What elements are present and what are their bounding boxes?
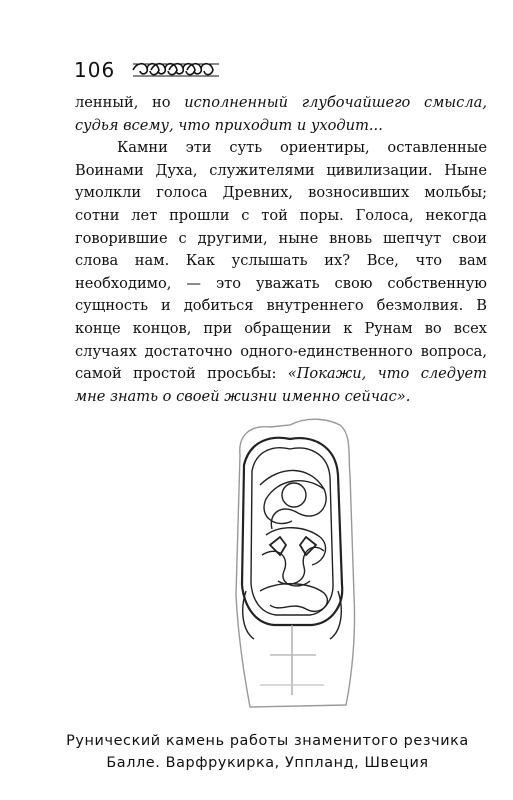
paragraph — [75, 137, 487, 408]
rune-stone-drawing — [220, 395, 368, 720]
rune-stone-illustration — [220, 395, 368, 720]
page-header — [74, 58, 221, 82]
figure-caption — [40, 730, 495, 774]
header-ornament-icon — [131, 60, 221, 80]
italic-fragment: исполненный глубочайшего смысла, судья всему, что приходит и уходит... — [75, 94, 487, 134]
page-number: 106 — [74, 58, 116, 82]
body-text — [75, 92, 487, 408]
text-fragment: ленный, но — [75, 94, 185, 111]
quote-text: «Покажи, что следует мне знать о своей жизни именно сейчас». — [75, 365, 487, 405]
paragraph-text: Камни эти суть ориентиры, оставленные Воинами Духа, служителями цивилизации. Ныне умолкли голоса Древних, возносивших мольбы; сотни лет прошли с той поры. Голоса, некогда говорившие с другими, ныне вновь шепчут свои слова нам. Как услышать их? Все, что вам необходимо, — это уважать свою собственную сущность и добиться внутреннего безмолвия. В конце концов, при обращении к Рунам во всех случаях достаточно одного-единственного вопроса, самой простой просьбы: — [75, 139, 487, 383]
caption-line: Балле. Варфрукирка, Уппланд, Швеция — [106, 755, 429, 771]
caption-line: Рунический камень работы знаменитого резчика — [66, 733, 469, 749]
paragraph-continued — [75, 92, 487, 137]
